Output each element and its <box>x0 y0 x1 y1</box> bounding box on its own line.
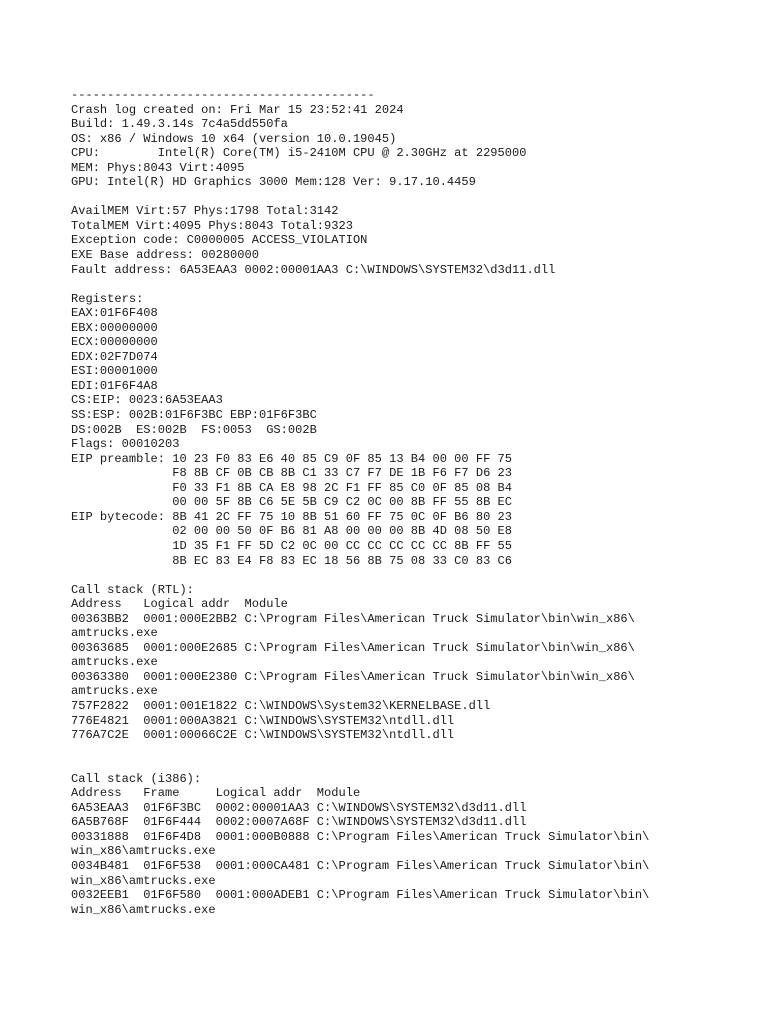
call-stack-row: 6A5B768F 01F6F444 0002:0007A68F C:\WINDOWS\SYSTEM32\d3d11.dll <box>71 815 527 830</box>
separator-line: ------------------------------------------ <box>71 88 375 102</box>
call-stack-row: 776E4821 0001:000A3821 C:\WINDOWS\SYSTEM32\ntdll.dll <box>71 713 455 728</box>
gpu-line: GPU: Intel(R) HD Graphics 3000 Mem:128 Ver: 9.17.10.4459 <box>71 175 476 190</box>
eip-bytecode-line: 1D 35 F1 FF 5D C2 0C 00 CC CC CC CC CC 8B FF 55 <box>71 538 512 553</box>
call-stack-row-wrap: amtrucks.exe <box>71 626 158 641</box>
crash-log-document <box>71 88 751 917</box>
register-line: SS:ESP: 002B:01F6F3BC EBP:01F6F3BC <box>71 408 317 423</box>
blank-line <box>71 568 751 583</box>
mem-line: MEM: Phys:8043 Virt:4095 <box>71 160 245 175</box>
call-stack-rtl-columns: Address Logical addr Module <box>71 597 288 612</box>
created-on-line: Crash log created on: Fri Mar 15 23:52:41 2024 <box>71 102 404 117</box>
register-line: EDX:02F7D074 <box>71 349 158 364</box>
flags-line: Flags: 00010203 <box>71 437 180 452</box>
eip-bytecode-line: EIP bytecode: 8B 41 2C FF 75 10 8B 51 60 FF 75 0C 0F B6 80 23 <box>71 509 512 524</box>
call-stack-rtl-heading: Call stack (RTL): <box>71 582 194 597</box>
registers-heading: Registers: <box>71 291 144 306</box>
call-stack-row-wrap: amtrucks.exe <box>71 655 158 670</box>
exception-section <box>71 204 751 277</box>
register-line: EAX:01F6F408 <box>71 306 158 321</box>
register-line: ECX:00000000 <box>71 335 158 350</box>
registers-section <box>71 292 751 568</box>
blank-line <box>71 743 751 758</box>
call-stack-row: 757F2822 0001:001E1822 C:\WINDOWS\System32\KERNELBASE.dll <box>71 698 491 713</box>
cpu-line: CPU: Intel(R) Core(TM) i5-2410M CPU @ 2.30GHz at 2295000 <box>71 146 527 161</box>
eip-preamble-line: 00 00 5F 8B C6 5E 5B C9 C2 0C 00 8B FF 55 8B EC <box>71 495 512 510</box>
eip-preamble-line: EIP preamble: 10 23 F0 83 E6 40 85 C9 0F 85 13 B4 00 00 FF 75 <box>71 451 512 466</box>
exception-code-line: Exception code: C0000005 ACCESS_VIOLATION <box>71 233 368 248</box>
call-stack-row: 00363685 0001:000E2685 C:\Program Files\American Truck Simulator\bin\win_x86\ <box>71 640 635 655</box>
call-stack-row-wrap: win_x86\amtrucks.exe <box>71 844 216 859</box>
call-stack-i386-section <box>71 772 751 917</box>
eip-bytecode-line: 02 00 00 50 0F B6 81 A8 00 00 00 8B 4D 08 50 E8 <box>71 524 512 539</box>
eip-preamble-line: F8 8B CF 0B CB 8B C1 33 C7 F7 DE 1B F6 F7 D6 23 <box>71 466 512 481</box>
call-stack-i386-columns: Address Frame Logical addr Module <box>71 786 361 801</box>
call-stack-row: 00363BB2 0001:000E2BB2 C:\Program Files\American Truck Simulator\bin\win_x86\ <box>71 611 635 626</box>
eip-bytecode-line: 8B EC 83 E4 F8 83 EC 18 56 8B 75 08 33 C0 83 C6 <box>71 553 512 568</box>
build-line: Build: 1.49.3.14s 7c4a5dd550fa <box>71 117 288 132</box>
call-stack-row: 0034B481 01F6F538 0001:000CA481 C:\Program Files\American Truck Simulator\bin\ <box>71 858 650 873</box>
eip-preamble-line: F0 33 F1 8B CA E8 98 2C F1 FF 85 C0 0F 85 08 B4 <box>71 480 512 495</box>
call-stack-row: 00363380 0001:000E2380 C:\Program Files\American Truck Simulator\bin\win_x86\ <box>71 669 635 684</box>
exe-base-line: EXE Base address: 00280000 <box>71 248 259 263</box>
call-stack-row-wrap: win_x86\amtrucks.exe <box>71 873 216 888</box>
register-line: DS:002B ES:002B FS:0053 GS:002B <box>71 422 317 437</box>
register-line: ESI:00001000 <box>71 364 158 379</box>
header-section <box>71 103 751 190</box>
call-stack-row-wrap: win_x86\amtrucks.exe <box>71 902 216 917</box>
register-line: EDI:01F6F4A8 <box>71 378 158 393</box>
blank-line <box>71 757 751 772</box>
call-stack-rtl-section <box>71 583 751 743</box>
fault-address-line: Fault address: 6A53EAA3 0002:00001AA3 C:\WINDOWS\SYSTEM32\d3d11.dll <box>71 262 556 277</box>
call-stack-row: 6A53EAA3 01F6F3BC 0002:00001AA3 C:\WINDOWS\SYSTEM32\d3d11.dll <box>71 800 527 815</box>
call-stack-row-wrap: amtrucks.exe <box>71 684 158 699</box>
call-stack-row: 00331888 01F6F4D8 0001:000B0888 C:\Program Files\American Truck Simulator\bin\ <box>71 829 650 844</box>
call-stack-row: 0032EEB1 01F6F580 0001:000ADEB1 C:\Program Files\American Truck Simulator\bin\ <box>71 888 650 903</box>
blank-line <box>71 190 751 205</box>
call-stack-row: 776A7C2E 0001:00066C2E C:\WINDOWS\SYSTEM32\ntdll.dll <box>71 728 455 743</box>
blank-line <box>71 277 751 292</box>
register-line: EBX:00000000 <box>71 320 158 335</box>
register-line: CS:EIP: 0023:6A53EAA3 <box>71 393 223 408</box>
avail-mem-line: AvailMEM Virt:57 Phys:1798 Total:3142 <box>71 204 339 219</box>
os-line: OS: x86 / Windows 10 x64 (version 10.0.19045) <box>71 131 397 146</box>
call-stack-i386-heading: Call stack (i386): <box>71 771 202 786</box>
total-mem-line: TotalMEM Virt:4095 Phys:8043 Total:9323 <box>71 218 353 233</box>
